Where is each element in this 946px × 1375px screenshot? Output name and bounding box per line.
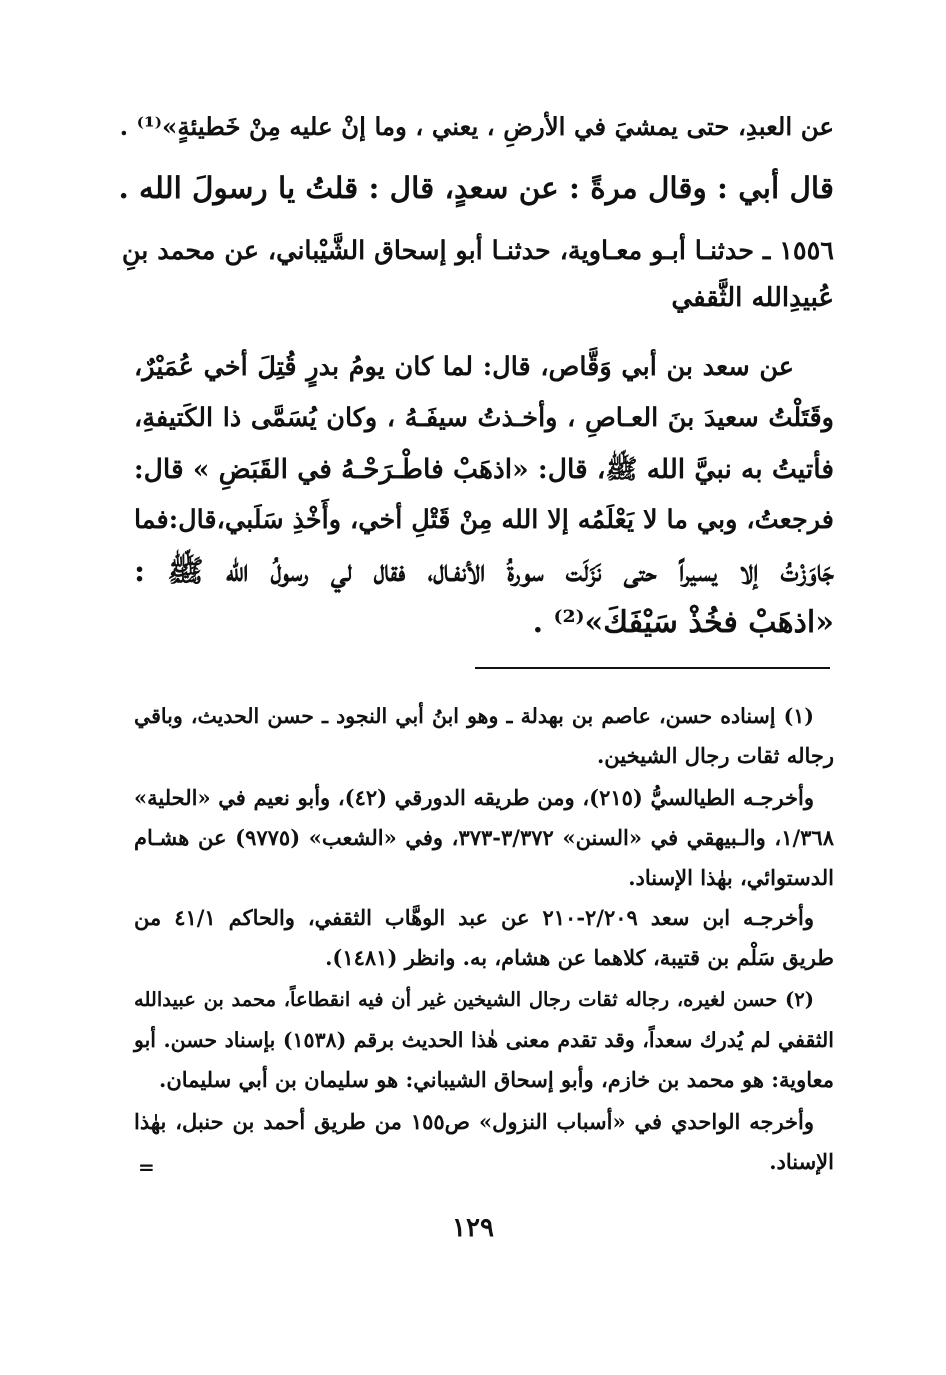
hadith-text-line: فأتيتُ به نبيَّ الله ﷺ، قال: «اذهَبْ فاطْـرَحْـهُ في القَبَضِ » قال: [133,454,834,485]
footnote-1-paragraph-3 [134,898,834,978]
hadith-text [134,342,834,648]
footnote-line: وأخرجـه الطيالسيُّ (٢١٥)، ومن طريقه الدورقي (٤٢)، وأبو نعيم في «الحلية» [134,785,814,810]
footnote-1-paragraph-2 [134,778,834,898]
footnote-line: الثقفي لم يُدرك سعداً، وقد تقدم معنى هٰذا الحديث برقم (١٥٣٨) بإسناد حسن. أبو [134,1028,834,1052]
footnote-1 [134,696,834,776]
footnote-line: الدستوائي، بهٰذا الإسناد. [628,865,834,890]
footnote-line: رجاله ثقات رجال الشيخين. [596,743,834,768]
footnote-line: وأخرجـه ابن سعد ٢/٢٠٩-٢١٠ عن عبد الوهَّاب الثقفي، والحاكم ٤١/١ من [134,905,814,930]
hadith-text-line: جَاوَزْتُ إلا يسيراً حتى نَزَلَت سورةُ الأنفـال، فقال لي رسولُ الله ﷺ : [134,554,834,589]
footnote-line: معاوية: هو محمد بن خازم، وأبو إسحاق الشيباني: هو سليمان بن أبي سليمان. [159,1067,834,1092]
hadith-text-line: وقَتَلْتُ سعيدَ بنَ العـاصِ ، وأخـذتُ سيفَـهُ ، وكان يُسَمَّى ذا الكَتيفةِ، [134,403,834,433]
hadith-isnad-line-2: عُبيدِالله الثَّقفي [671,283,834,313]
continuation-marker: = [138,1155,155,1179]
footnote-2-paragraph-2 [134,1102,834,1182]
hadith-text-line: فرجعتُ، وبي ما لا يَعْلَمُه إلا الله مِنْ قَتْلِ أخي، وأَخْذِ سَلَبي،قال:فما [134,505,834,535]
footnote-line: ١/٣٦٨، والـبيهقي في «السنن» ٣/٣٧٢-٣٧٣، وفي «الشعب» (٩٧٧٥) عن هشـام [134,825,834,850]
footnote-line: (٢) حسن لغيره، رجاله ثقات رجال الشيخين غير أن فيه انقطاعاً، محمد بن عبيدالله [134,988,814,1011]
footnote-line: طريق سَلْم بن قتيبة، كلاهما عن هشام، به. وانظر (١٤٨١). [325,945,834,970]
footnote-line: الإسناد. [769,1149,834,1174]
hadith-isnad-line-1: ١٥٥٦ ـ حدثنـا أبـو معـاوية، حدثنـا أبو إسحاق الشَّيْباني، عن محمد بنِ [121,236,834,266]
footnote-2 [134,980,834,1100]
continuation-line-2: قال أبي : وقال مرةً : عن سعدٍ، قال : قلتُ يا رسولَ الله . [118,170,834,205]
footnote-separator [475,667,830,669]
page-number: ١٢٩ [452,1213,494,1243]
footnote-line: وأخرجه الواحدي في «أسباب النزول» ص١٥٥ من طريق أحمد بن حنبل، بهٰذا [134,1109,814,1134]
footnote-line: (١) إسناده حسن، عاصم بن بهدلة ـ وهو ابنُ أبي النجود ـ حسن الحديث، وباقي [134,704,814,728]
hadith-text-line: عن سعد بن أبي وَقَّاص، قال: لما كان يومُ بدرٍ قُتِلَ أخي عُمَيْرٌ، [134,352,794,382]
continuation-line-1: عن العبدِ، حتى يمشيَ في الأرضِ ، يعني ، وما إنْ عليه مِنْ خَطيئةٍ»⁽¹⁾ . [119,112,834,141]
hadith-text-line: «اذهَبْ فخُذْ سَيْفَكَ»⁽²⁾ . [532,605,834,640]
